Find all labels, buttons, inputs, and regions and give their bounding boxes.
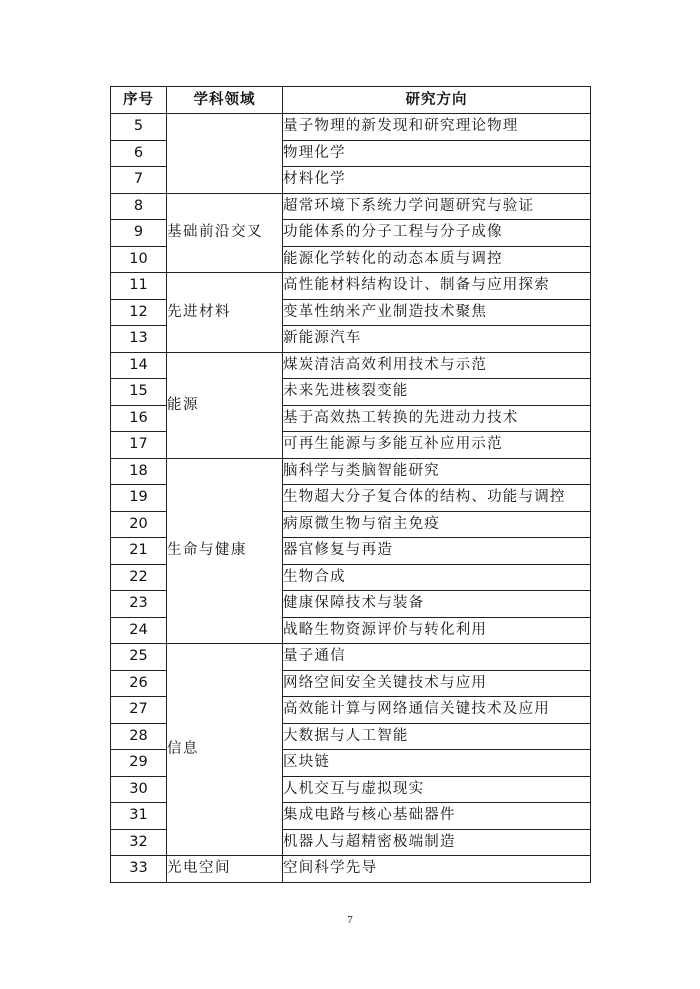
serial-number-cell: 14	[111, 352, 167, 379]
table-row	[111, 458, 591, 485]
serial-number-cell: 33	[111, 856, 167, 883]
research-direction-cell: 功能体系的分子工程与分子成像	[283, 220, 591, 247]
serial-number-cell: 20	[111, 511, 167, 538]
research-direction-cell: 量子通信	[283, 644, 591, 671]
serial-number-cell: 16	[111, 405, 167, 432]
serial-number-cell: 18	[111, 458, 167, 485]
research-direction-cell: 基于高效热工转换的先进动力技术	[283, 405, 591, 432]
serial-number-cell: 6	[111, 140, 167, 167]
research-direction-cell: 煤炭清洁高效利用技术与示范	[283, 352, 591, 379]
serial-number-cell: 31	[111, 803, 167, 830]
serial-number-cell: 32	[111, 829, 167, 856]
table-row	[111, 352, 591, 379]
serial-number-cell: 5	[111, 114, 167, 141]
discipline-field-cell: 能源	[167, 352, 283, 458]
table-row	[111, 644, 591, 671]
serial-number-cell: 21	[111, 538, 167, 565]
research-direction-cell: 器官修复与再造	[283, 538, 591, 565]
research-direction-cell: 人机交互与虚拟现实	[283, 776, 591, 803]
research-direction-cell: 区块链	[283, 750, 591, 777]
research-direction-cell: 超常环境下系统力学问题研究与验证	[283, 193, 591, 220]
discipline-field-cell: 光电空间	[167, 856, 283, 883]
research-direction-cell: 空间科学先导	[283, 856, 591, 883]
serial-number-cell: 17	[111, 432, 167, 459]
discipline-field-cell: 信息	[167, 644, 283, 856]
header-research-direction: 研究方向	[283, 87, 591, 114]
research-direction-cell: 网络空间安全关键技术与应用	[283, 670, 591, 697]
discipline-field-cell: 先进材料	[167, 273, 283, 353]
research-direction-cell: 材料化学	[283, 167, 591, 194]
discipline-field-cell: 基础前沿交叉	[167, 193, 283, 273]
serial-number-cell: 28	[111, 723, 167, 750]
header-discipline-field: 学科领域	[167, 87, 283, 114]
research-direction-cell: 机器人与超精密极端制造	[283, 829, 591, 856]
serial-number-cell: 13	[111, 326, 167, 353]
serial-number-cell: 24	[111, 617, 167, 644]
serial-number-cell: 29	[111, 750, 167, 777]
research-direction-cell: 集成电路与核心基础器件	[283, 803, 591, 830]
research-direction-cell: 战略生物资源评价与转化利用	[283, 617, 591, 644]
serial-number-cell: 26	[111, 670, 167, 697]
serial-number-cell: 19	[111, 485, 167, 512]
research-direction-cell: 高效能计算与网络通信关键技术及应用	[283, 697, 591, 724]
research-direction-cell: 生物超大分子复合体的结构、功能与调控	[283, 485, 591, 512]
table-row	[111, 273, 591, 300]
research-direction-cell: 高性能材料结构设计、制备与应用探索	[283, 273, 591, 300]
research-direction-cell: 未来先进核裂变能	[283, 379, 591, 406]
research-direction-cell: 物理化学	[283, 140, 591, 167]
research-direction-cell: 脑科学与类脑智能研究	[283, 458, 591, 485]
research-direction-cell: 量子物理的新发现和研究理论物理	[283, 114, 591, 141]
table-header-row	[111, 87, 591, 114]
serial-number-cell: 25	[111, 644, 167, 671]
research-direction-cell: 变革性纳米产业制造技术聚焦	[283, 299, 591, 326]
research-direction-cell: 能源化学转化的动态本质与调控	[283, 246, 591, 273]
table-row	[111, 193, 591, 220]
page-number: 7	[347, 914, 353, 926]
research-direction-cell: 可再生能源与多能互补应用示范	[283, 432, 591, 459]
serial-number-cell: 22	[111, 564, 167, 591]
discipline-field-cell: 生命与健康	[167, 458, 283, 644]
table-row	[111, 114, 591, 141]
header-serial-number: 序号	[111, 87, 167, 114]
serial-number-cell: 7	[111, 167, 167, 194]
table-row	[111, 856, 591, 883]
serial-number-cell: 15	[111, 379, 167, 406]
research-direction-cell: 健康保障技术与装备	[283, 591, 591, 618]
serial-number-cell: 8	[111, 193, 167, 220]
discipline-field-cell	[167, 114, 283, 194]
research-direction-cell: 病原微生物与宿主免疫	[283, 511, 591, 538]
serial-number-cell: 12	[111, 299, 167, 326]
serial-number-cell: 23	[111, 591, 167, 618]
serial-number-cell: 10	[111, 246, 167, 273]
serial-number-cell: 11	[111, 273, 167, 300]
serial-number-cell: 9	[111, 220, 167, 247]
research-direction-cell: 大数据与人工智能	[283, 723, 591, 750]
serial-number-cell: 30	[111, 776, 167, 803]
serial-number-cell: 27	[111, 697, 167, 724]
research-direction-cell: 生物合成	[283, 564, 591, 591]
research-directions-table	[110, 86, 591, 883]
research-direction-cell: 新能源汽车	[283, 326, 591, 353]
